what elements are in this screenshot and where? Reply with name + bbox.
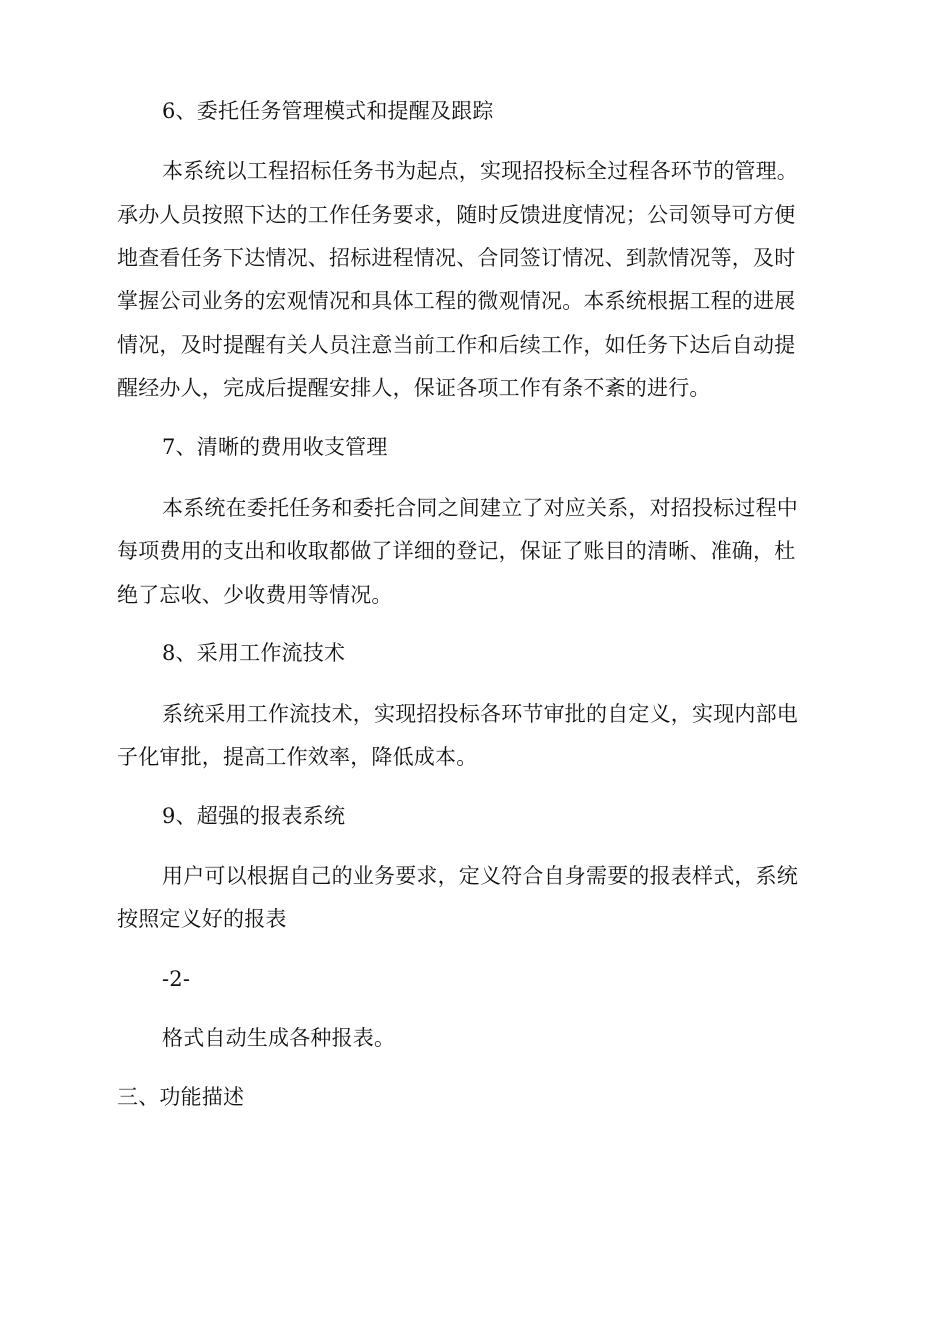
paragraph-6-line-2: 承办人员按照下达的工作任务要求，随时反馈进度情况；公司领导可方便 <box>117 203 796 227</box>
section-heading-7: 7、清晰的费用收支管理 <box>162 435 388 459</box>
paragraph-6-line-1: 本系统以工程招标任务书为起点，实现招投标全过程各环节的管理。 <box>162 159 798 183</box>
section-heading-6: 6、委托任务管理模式和提醒及跟踪 <box>162 99 494 123</box>
section-heading-8: 8、采用工作流技术 <box>162 641 346 665</box>
section-heading-9: 9、超强的报表系统 <box>162 804 346 828</box>
paragraph-8-line-2: 子化审批，提高工作效率，降低成本。 <box>117 745 478 769</box>
paragraph-6-line-5: 情况，及时提醒有关人员注意当前工作和后续工作，如任务下达后自动提 <box>117 333 796 357</box>
paragraph-6-line-4: 掌握公司业务的宏观情况和具体工程的微观情况。本系统根据工程的进展 <box>117 289 796 313</box>
paragraph-7-line-2: 每项费用的支出和收取都做了详细的登记，保证了账目的清晰、准确，杜 <box>117 539 796 563</box>
paragraph-9-line-2: 按照定义好的报表 <box>117 907 287 931</box>
paragraph-7-line-3: 绝了忘收、少收费用等情况。 <box>117 583 393 607</box>
page-number: -2- <box>162 967 191 991</box>
paragraph-9-line-1: 用户可以根据自己的业务要求，定义符合自身需要的报表样式，系统 <box>162 864 798 888</box>
paragraph-6-line-3: 地查看任务下达情况、招标进程情况、合同签订情况、到款情况等，及时 <box>117 246 796 270</box>
paragraph-9-continuation: 格式自动生成各种报表。 <box>162 1026 396 1050</box>
chapter-heading-3: 三、功能描述 <box>117 1085 245 1109</box>
paragraph-6-line-6: 醒经办人，完成后提醒安排人，保证各项工作有条不紊的进行。 <box>117 376 711 400</box>
paragraph-8-line-1: 系统采用工作流技术，实现招投标各环节审批的自定义，实现内部电 <box>162 702 798 726</box>
paragraph-7-line-1: 本系统在委托任务和委托合同之间建立了对应关系，对招投标过程中 <box>162 496 798 520</box>
